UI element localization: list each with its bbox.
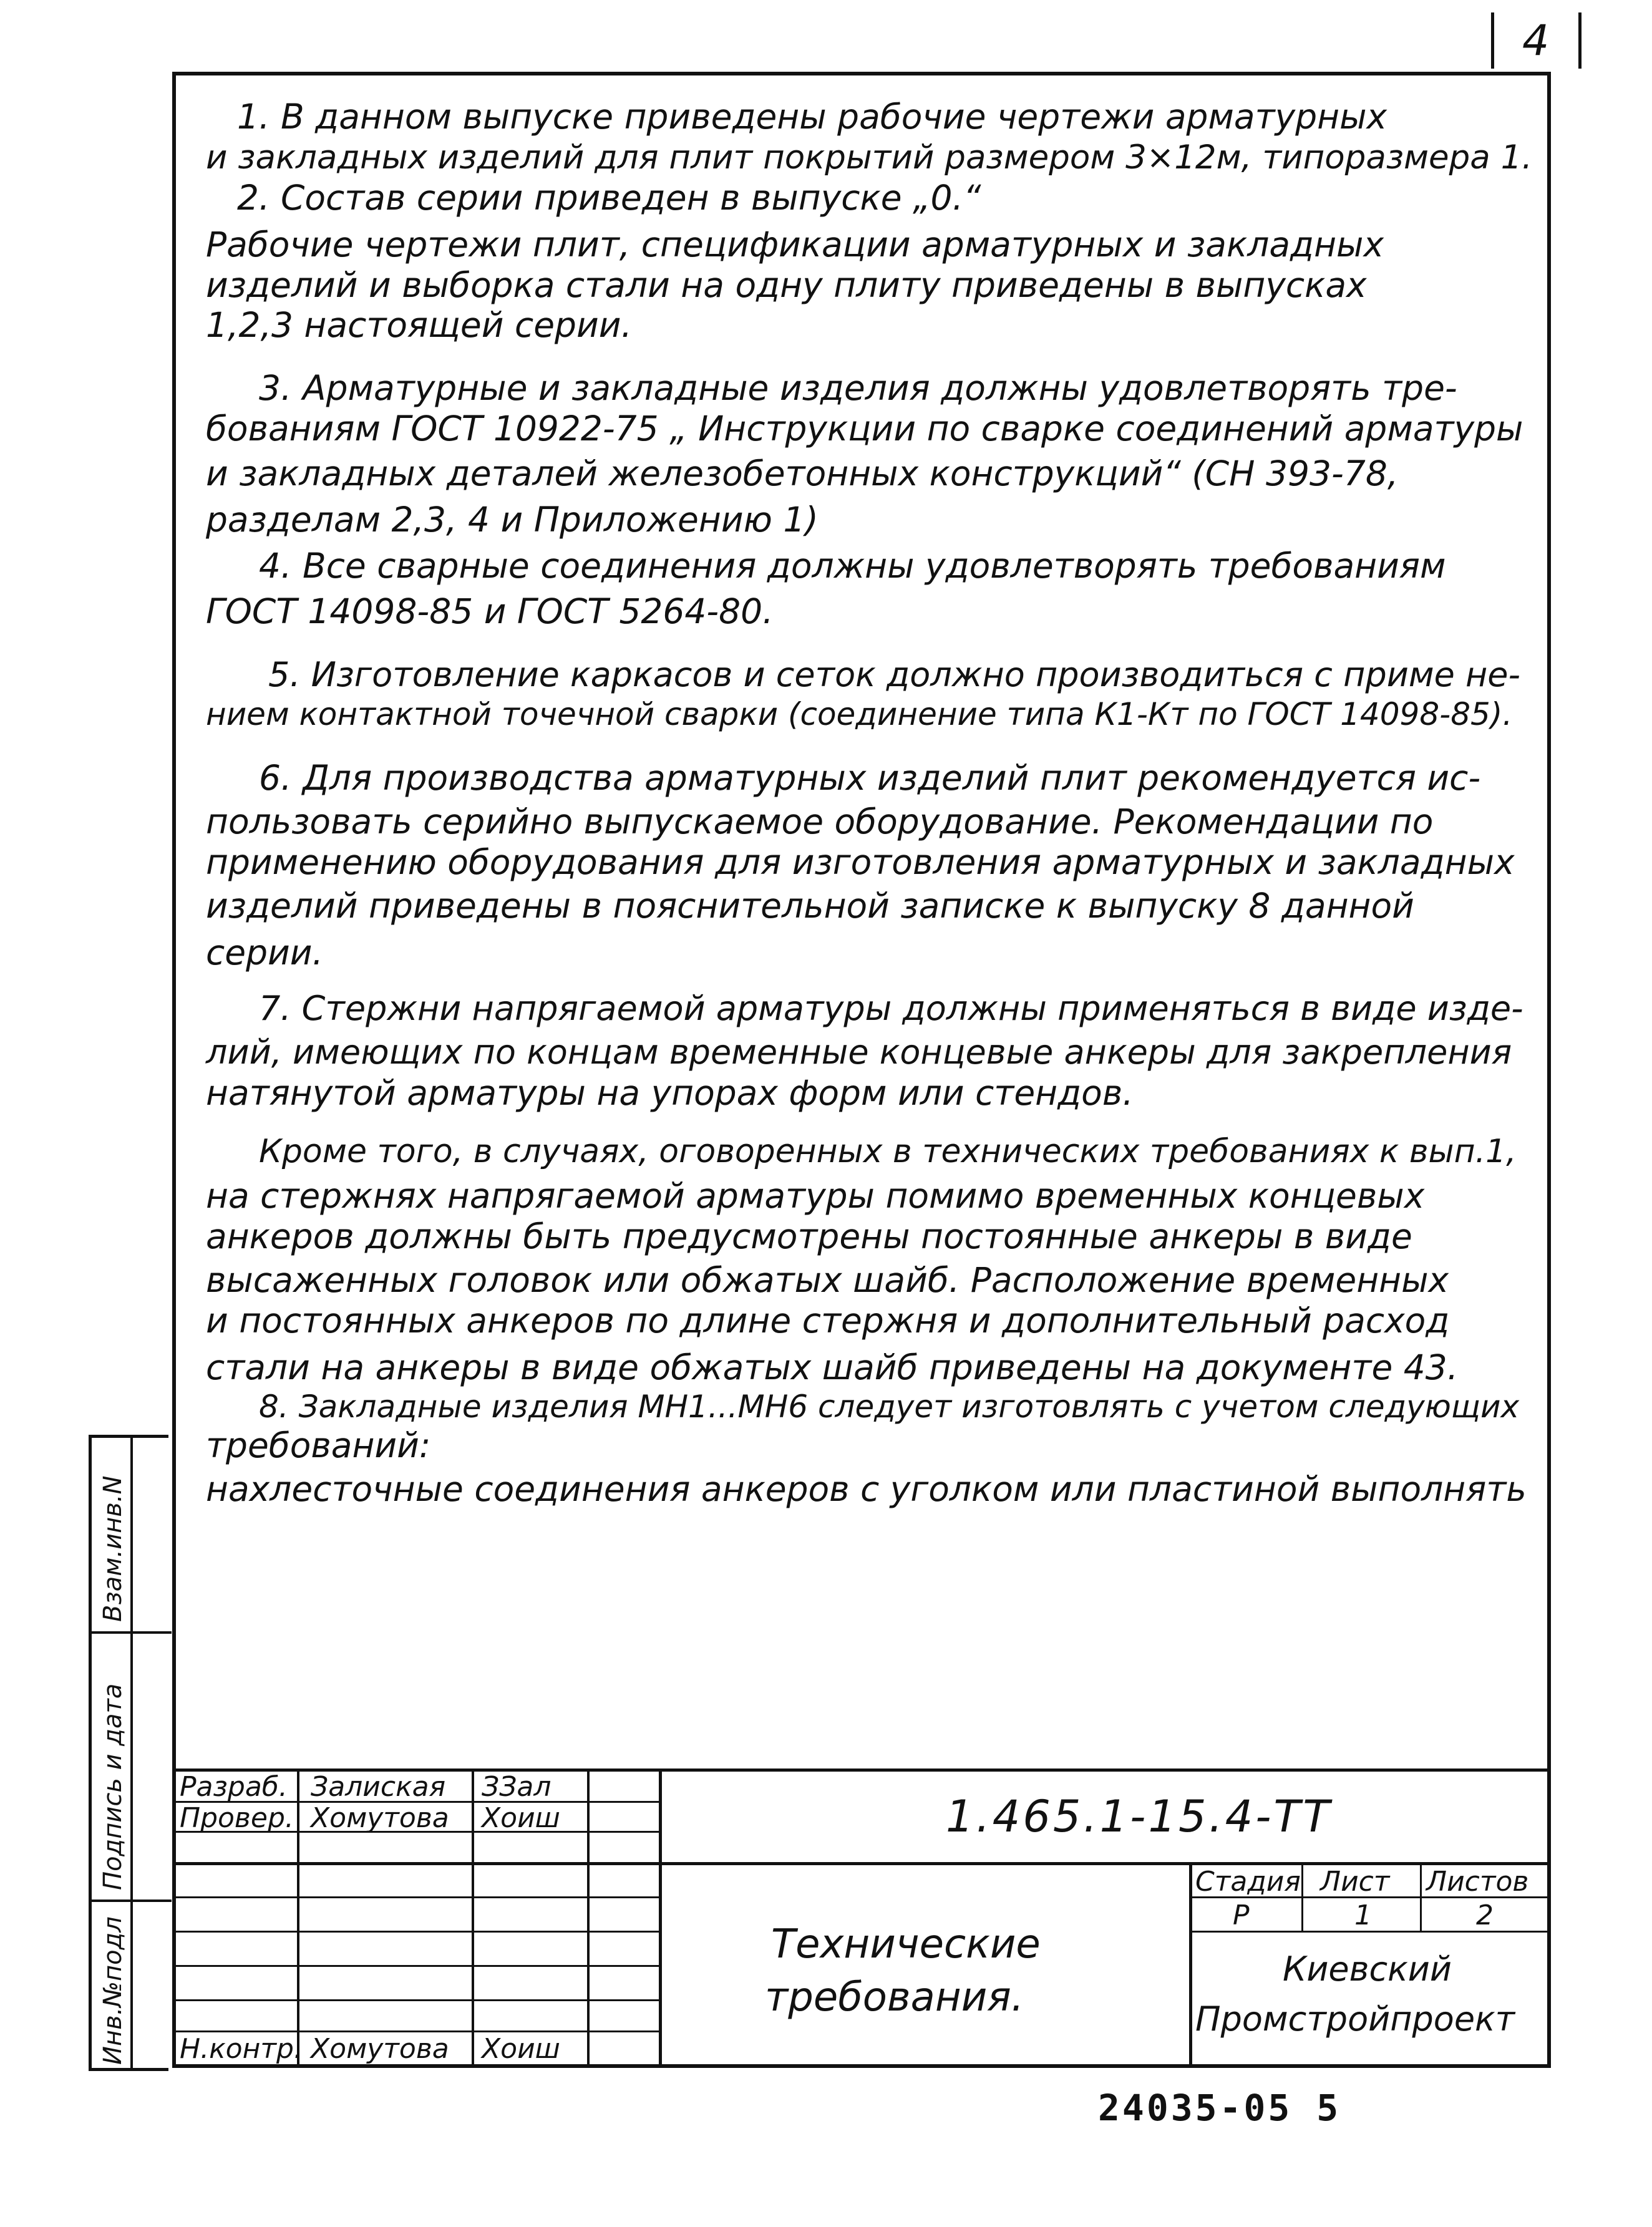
note-line: 4. Все сварные соединения должны удовлетворять требованиям [259,546,1446,586]
note-line: Рабочие чертежи плит, спецификации арматурных и закладных [206,225,1384,264]
note-line: 8. Закладные изделия МН1...МН6 следует изготовлять с учетом следующих [259,1389,1520,1425]
note-line: на стержнях напрягаемой арматуры помимо временных концевых [206,1176,1425,1216]
side-label-vzam: Взам.инв.N [99,1475,127,1622]
note-line: бованиям ГОСТ 10922-75 „ Инструкции по сварке соединений арматуры [206,409,1523,449]
note-line: серии. [206,933,323,973]
stadia-label: Стадия [1195,1866,1301,1898]
note-line: 1. В данном выпуске приведены рабочие чертежи арматурных [237,97,1387,137]
nkontr-label: Н.контр. [180,2033,303,2065]
document-code: 1.465.1-15.4-ТТ [946,1791,1333,1842]
title-line-1: Технические [771,1921,1041,1967]
note-line: применению оборудования для изготовления арматурных и закладных [206,842,1515,882]
organization-line-2: Промстройпроект [1195,1999,1515,2039]
note-line: ГОСТ 14098-85 и ГОСТ 5264-80. [206,591,774,631]
note-line: разделам 2,3, 4 и Приложению 1) [206,500,819,540]
side-label-podpis: Подпись и дата [99,1683,127,1890]
note-line: 3. Арматурные и закладные изделия должны удовлетворять тре- [259,368,1457,408]
title-line-2: требования. [765,1974,1024,2021]
prover-signature: Хоиш [482,1802,560,1834]
nkontr-signature: Хоиш [482,2033,560,2065]
note-line: и постоянных анкеров по длине стержня и дополнительный расход [206,1301,1450,1341]
note-line: 7. Стержни напрягаемой арматуры должны применяться в виде изде- [259,989,1523,1028]
note-line: 2. Состав серии приведен в выпуске „0.“ [237,178,981,218]
razrab-name: Залиская [311,1771,446,1803]
stadia-value: Р [1233,1900,1250,1931]
prover-label: Провер. [180,1802,294,1834]
note-line: Кроме того, в случаях, оговоренных в технических требованиях к вып.1, [259,1133,1517,1170]
note-line: 5. Изготовление каркасов и сеток должно производиться с приме не- [268,655,1520,694]
note-line: стали на анкеры в виде обжатых шайб приведены на документе 43. [206,1347,1459,1387]
razrab-label: Разраб. [180,1771,288,1803]
note-line: натянутой арматуры на упорах форм или стендов. [206,1073,1134,1113]
nkontr-name: Хомутова [311,2033,449,2065]
note-line: и закладных изделий для плит покрытий размером 3×12м, типоразмера 1. [206,138,1533,177]
note-line: и закладных деталей железобетонных конструкций“ (СН 393-78, [206,454,1399,493]
note-line: требований: [206,1425,431,1465]
organization-line-1: Киевский [1283,1949,1452,1989]
note-line: высаженных головок или обжатых шайб. Расположение временных [206,1260,1449,1300]
note-line: нием контактной точечной сварки (соединение типа К1-Кт по ГОСТ 14098-85). [206,696,1513,732]
note-line: 1,2,3 настоящей серии. [206,305,632,345]
listov-value: 2 [1476,1900,1494,1931]
listov-label: Листов [1426,1866,1529,1898]
title-block [172,1768,1551,2068]
list-value: 1 [1354,1900,1372,1931]
note-line: изделий приведены в пояснительной записке к выпуску 8 данной [206,886,1414,926]
note-line: лий, имеющих по концам временные концевые анкеры для закрепления [206,1032,1512,1072]
sheet-number: 4 [1522,16,1550,66]
sheet-number-box [1491,12,1591,69]
prover-name: Хомутова [311,1802,449,1834]
razrab-signature: ЗЗал [482,1771,551,1803]
archive-number: 24035-05 5 [1098,2087,1341,2129]
note-line: пользовать серийно выпускаемое оборудование. Рекомендации по [206,802,1434,842]
note-line: анкеров должны быть предусмотрены постоянные анкеры в виде [206,1216,1412,1256]
note-line: 6. Для производства арматурных изделий плит рекомендуется ис- [259,758,1481,798]
note-line: нахлесточные соединения анкеров с уголком или пластиной выполнять [206,1469,1527,1509]
side-label-inv: Инв.№подл [99,1916,127,2065]
list-label: Лист [1320,1866,1390,1898]
note-line: изделий и выборка стали на одну плиту приведены в выпусках [206,265,1367,305]
